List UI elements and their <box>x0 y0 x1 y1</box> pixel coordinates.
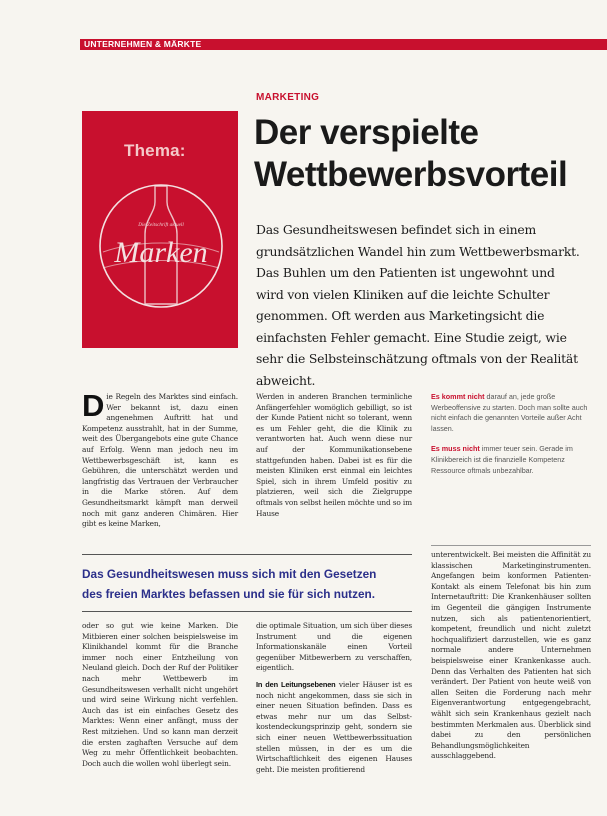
dropcap: D <box>82 388 105 423</box>
body-column-5 <box>431 550 591 762</box>
headline-line-2: Wettbewerbsvorteil <box>254 155 568 194</box>
sidebar-highlight-1: Es kommt nicht <box>431 392 485 401</box>
marken-logo-icon <box>97 182 225 310</box>
column-1-text: ie Regeln des Marktes sind einfach. Wer bekannt ist, dazu einen angenehmen Auftritt hat und Kompetenz ausstrahlt, hat in der Summe, weit des Übergangebots eine gute Chance auf Erfolg. Wenn man jedoch neu im Wettbewerbsgeschäft ist, kann es Gebühren, die unterschätzt werden und langfristig das Vertrauen der Verbraucher in die Marke stören. Auf dem Gesundheitsmarkt kämpft man derweil noch mit ganz anderen Chimären. Hier gibt es keine Marken, <box>82 392 238 529</box>
pullquote-rule-top <box>82 554 412 555</box>
sidebar-paragraph-1 <box>431 392 591 434</box>
pull-quote <box>82 564 412 604</box>
column-4-paragraph-2 <box>256 680 412 775</box>
article-lead <box>256 219 586 391</box>
sidebar-text-1: darauf an, jede große Werbeoffensive zu starten. Doch man sollte auch nicht einfach die genannten Vorteile außer Acht lassen. <box>431 392 588 433</box>
pullquote-line-2: des freien Marktes befassen und sie für sich nutzen. <box>82 587 376 601</box>
article-kicker: MARKETING <box>256 92 320 103</box>
sidebar-text-2: immer teuer sein. Gerade im Klinikbereich ist die finanzielle Kompetenz Ressource oftmals unbezahlbar. <box>431 444 573 475</box>
sidebar-paragraph-2 <box>431 444 591 476</box>
column-3-text: oder so gut wie keine Marken. Die Mitbieren einer solchen beispielsweise im Klinikhandel kommt für die Branche immer noch einer Entzheilung von Neuland gleich. Doch der Ruf der Politiker nach mehr Wettbewerb im Gesundheitswesen verhallt nicht ungehört und wird seine Wirkung nicht verfehlen. Auch das ist ein einfaches Gesetz des Marktes: Wenn einer anfängt, muss der Rest mitziehen. Und so kann man derzeit die ersten zaghaften Versuche auf dem Weg zu mehr Öffentlichkeit beobachten. Doch auch die wollen wohl überlegt sein. <box>82 621 238 768</box>
section-bar <box>80 39 607 50</box>
section-label: UNTERNEHMEN & MÄRKTE <box>84 39 202 49</box>
svg-text:Marken: Marken <box>114 236 208 269</box>
sidebar-highlight-2: Es muss nicht <box>431 444 480 454</box>
column-5-text: unterentwickelt. Bei meisten die Affinität zu klassischen Marketinginstrumenten. Angefangen beim konformen Patienten-Kontakt als einem Telefonat bis hin zum Internetauftritt: Die Krankenhäuser sollten im Gegenteil die gängigen Instrumente nutzen, sich als patientenorientiert, kompetent, freundlich und nicht zuletzt hochqualifiziert darzustellen, wie es ganz normale andere Unternehmen beispielsweise einer Krankenkasse auch. Denn das Verhalten des Patienten hat sich verändert. Der Patient von heute weiß von allen Seiten die Forderung nach mehr Eigenverantwortung entgegengebracht, wählt sich sein Krankenhaus gezielt nach bestimmten Merkmalen aus. Überblick sind dabei zu den persönlichen Behandlungsmöglichkeiten ausschlaggebend. <box>431 550 591 761</box>
thema-card <box>82 111 238 348</box>
article-headline <box>254 112 599 196</box>
column-4-subhead: In den Leitungsebenen <box>256 679 336 689</box>
column-4-text: die optimale Situation, um sich über dieses Instrument und die eigenen Informationskanäle einen Vorteil gegenüber Mitbewerbern zu verschaffen, eigentlich. <box>256 621 412 673</box>
pullquote-line-1: Das Gesundheitswesen muss sich mit den Gesetzen <box>82 567 377 581</box>
body-column-1 <box>82 388 238 530</box>
body-column-4 <box>256 621 412 775</box>
svg-text:Die Zeitschrift aktuell: Die Zeitschrift aktuell <box>138 222 184 228</box>
sidebar-divider <box>431 545 591 546</box>
body-column-2 <box>256 392 412 519</box>
thema-label: Thema: <box>124 141 186 160</box>
column-2-text: Werden in anderen Branchen terminliche Anfängerfehler womöglich gebilligt, so ist der Kunde Patient nicht so tolerant, wenn es um Fehler geht, die die Klinik zu verantworten hat. Auch wenn diese nur auf der Kommunikationsebene stattgefunden haben. Dabei ist es für die meisten Kliniken erst einmal ein leichtes Spiel, sich in ihrem Umfeld positiv zu platzieren, weil sich die Zielgruppe oftmals von selbst heilen möchte und so im Hause <box>256 392 412 518</box>
body-column-3 <box>82 621 238 769</box>
lead-paragraph: Das Gesundheitswesen befindet sich in einem grundsätzlichen Wandel hin zum Wettbewerbsmarkt. Das Buhlen um den Patienten ist ungewohnt und wird von vielen Kliniken auf die leichte Schulter genommen. Oft werden aus Marketingsicht die einfachsten Fehler gemacht. Eine Studie zeigt, wie sehr die Selbsteinschätzung oftmals von der Realität abweicht. <box>256 222 580 388</box>
pullquote-rule-bottom <box>82 611 412 612</box>
sidebar-box <box>431 392 591 486</box>
headline-line-1: Der verspielte <box>254 113 479 152</box>
column-4-text-2: vieler Häuser ist es noch nicht angekommen, dass sie sich in einer neuen Situation befinden. Dass es etwas mehr nur um das Selbstkostendeckungsprinzip geht, sondern sie sich einer neuen Wettbewerbssituation stellen müssen, in der es um die Wirtschaftlichkeit des eigenen Hauses geht. Die meisten profitierend <box>256 679 412 774</box>
